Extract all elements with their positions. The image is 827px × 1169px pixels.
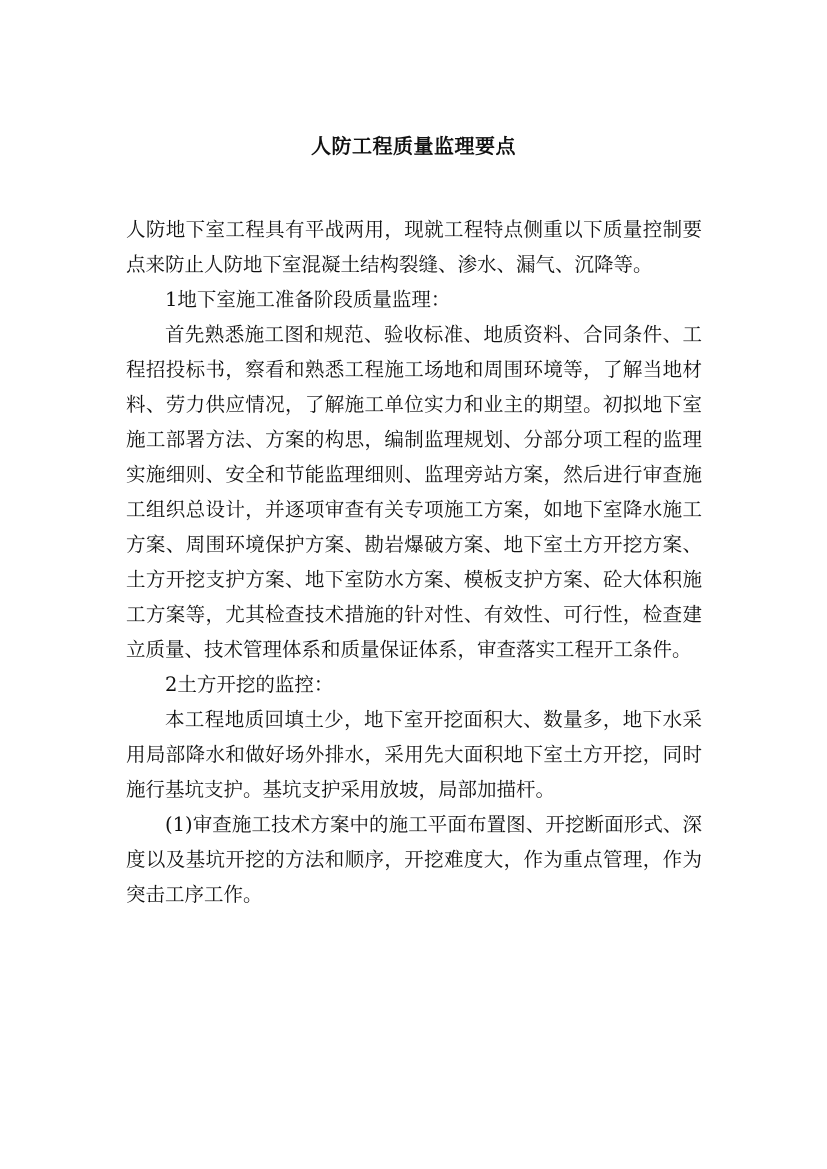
document-body [126,212,702,912]
section-heading-2: 2土方开挖的监控： [165,673,334,696]
section-heading-1: 1地下室施工准备阶段质量监理： [165,288,451,311]
document-title: 人防工程质量监理要点 [311,134,516,158]
section-1-paragraph: 首先熟悉施工图和规范、验收标准、地质资料、合同条件、工程招投标书，察看和熟悉工程施工场地和周围环境等，了解当地材料、劳力供应情况，了解施工单位实力和业主的期望。初拟地下室施工部署方法、方案的构思，编制监理规划、分部分项工程的监理实施细则、安全和节能监理细则、监理旁站方案，然后进行审查施工组织总设计，并逐项审查有关专项施工方案，如地下室降水施工方案、周围环境保护方案、勘岩爆破方案、地下室土方开挖方案、土方开挖支护方案、地下室防水方案、模板支护方案、砼大体积施工方案等，尤其检查技术措施的针对性、有效性、可行性，检查建立质量、技术管理体系和质量保证体系，审查落实工程开工条件。 [126,323,702,661]
intro-paragraph: 人防地下室工程具有平战两用，现就工程特点侧重以下质量控制要点来防止人防地下室混凝土结构裂缝、渗水、漏气、沉降等。 [126,218,702,276]
section-2-item-1-paragraph: (1)审查施工技术方案中的施工平面布置图、开挖断面形式、深度以及基坑开挖的方法和顺序，开挖难度大，作为重点管理，作为突击工序工作。 [126,813,702,906]
section-2-paragraph: 本工程地质回填土少，地下室开挖面积大、数量多，地下水采用局部降水和做好场外排水，采用先大面积地下室土方开挖，同时施行基坑支护。基坑支护采用放坡，局部加描杆。 [126,708,702,801]
